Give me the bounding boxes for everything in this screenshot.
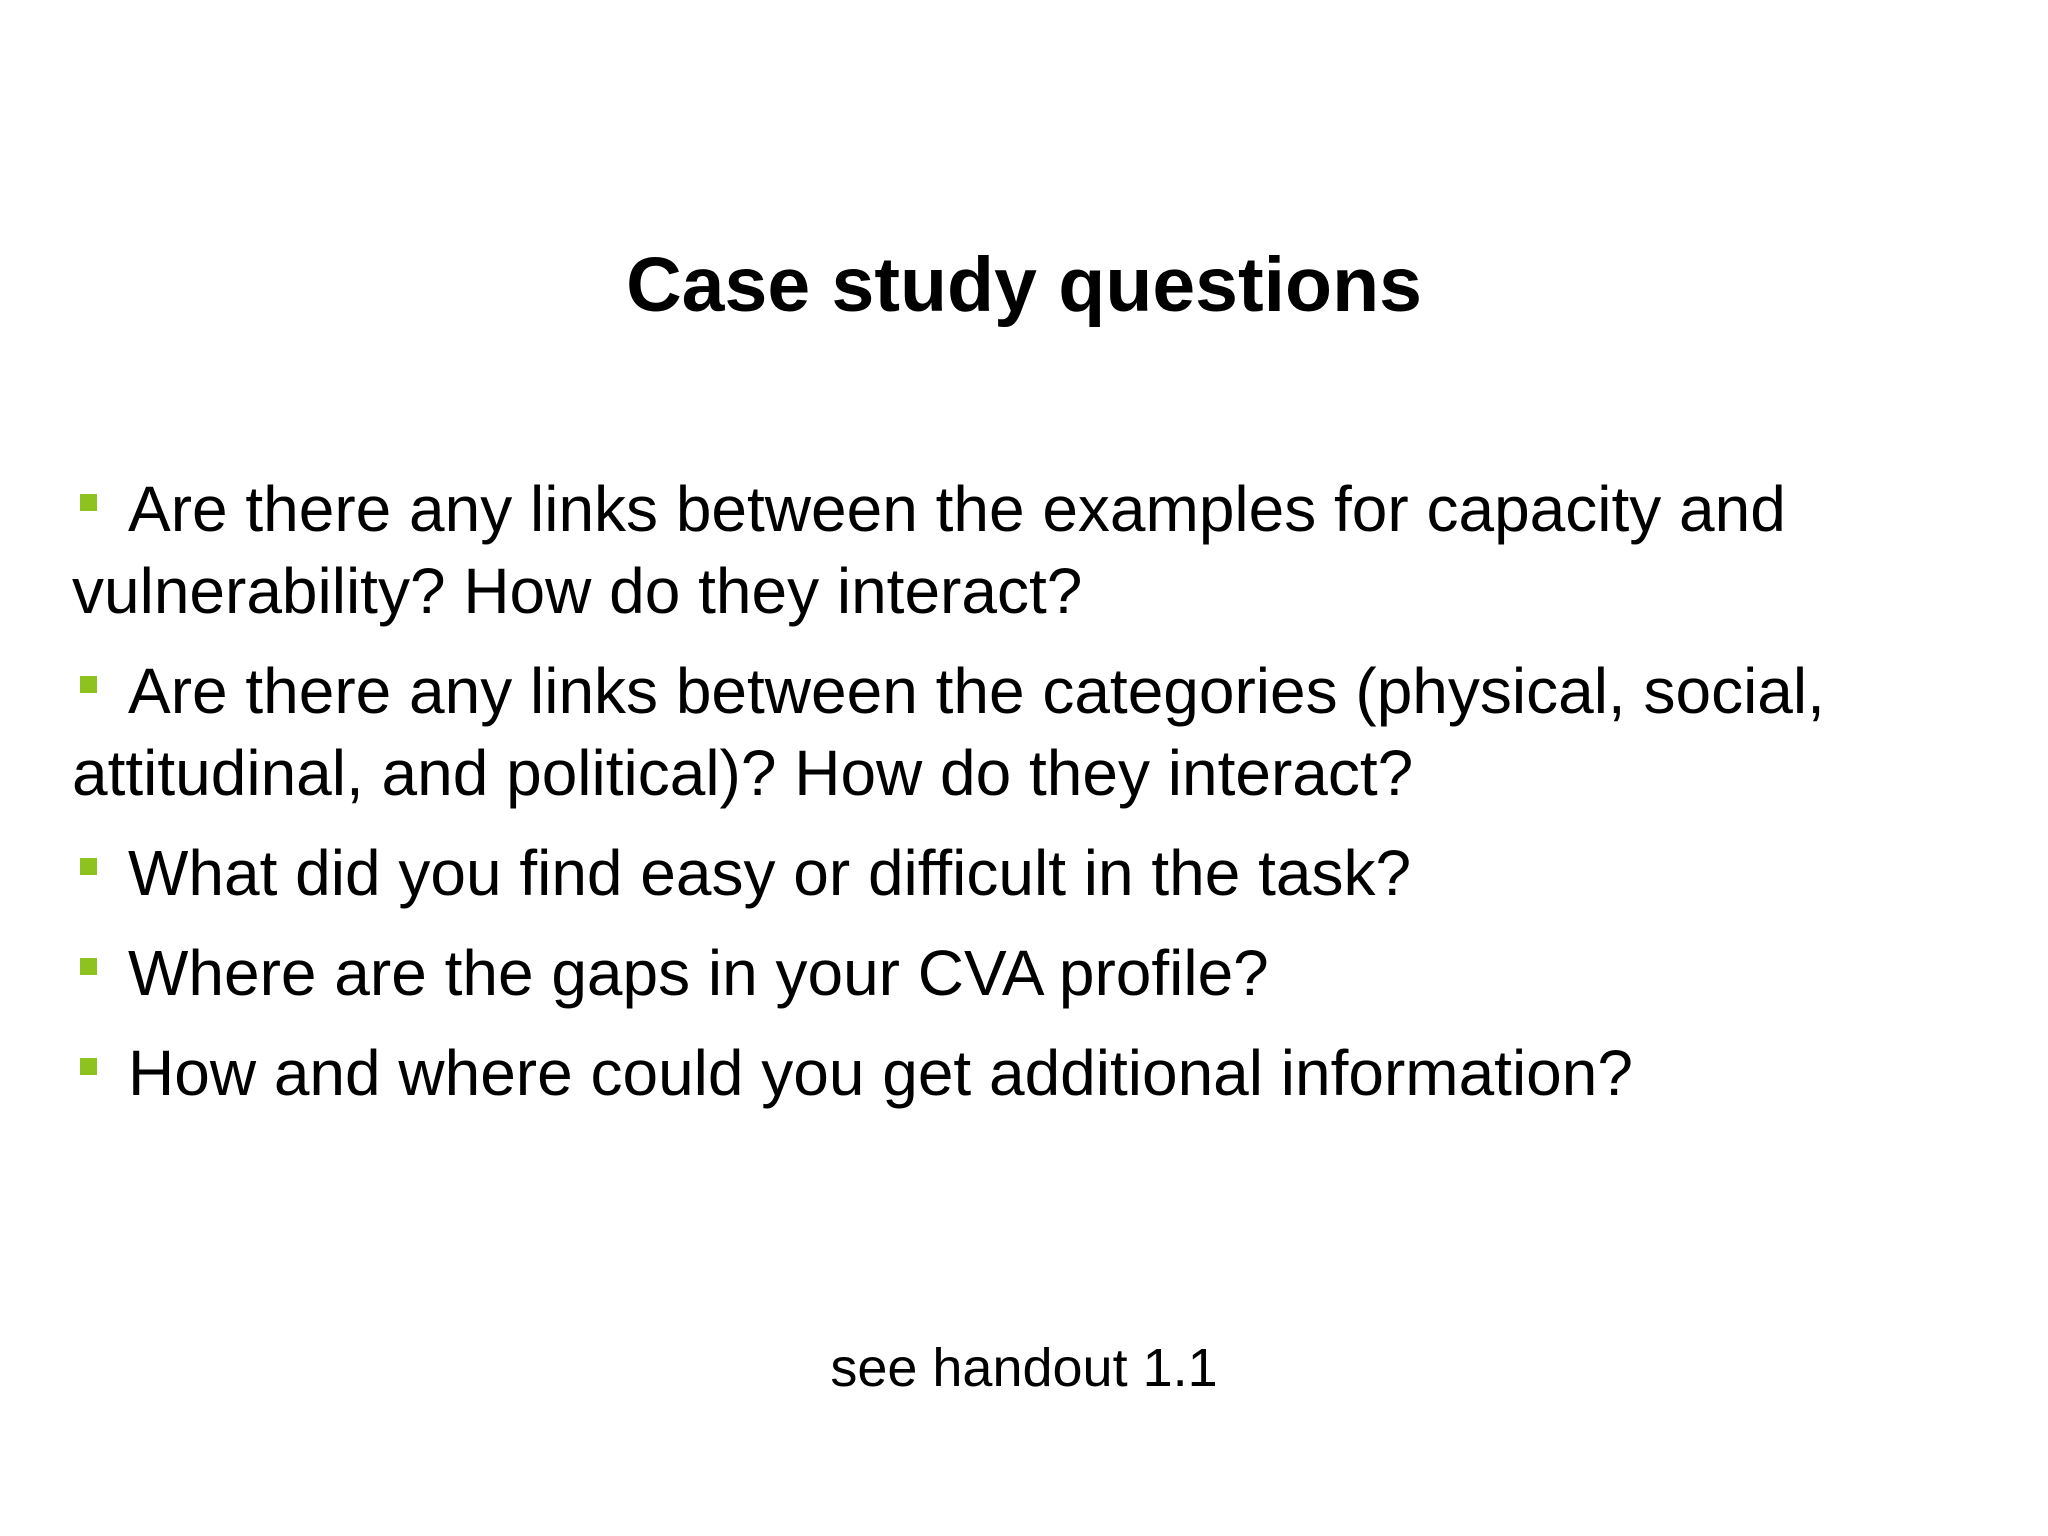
bullet-list	[72, 468, 1992, 1132]
bullet-text: Where are the gaps in your CVA profile?	[128, 937, 1269, 1009]
square-bullet-icon	[80, 858, 97, 875]
bullet-item	[72, 468, 1992, 632]
square-bullet-icon	[80, 958, 97, 975]
slide-title: Case study questions	[626, 242, 1422, 328]
bullet-text: Are there any links between the examples for capacity and vulnerability? How do they interact?	[72, 473, 1786, 627]
square-bullet-icon	[80, 494, 97, 511]
handout-reference: see handout 1.1	[830, 1338, 1218, 1398]
square-bullet-icon	[80, 1058, 97, 1075]
bullet-item	[72, 1032, 1992, 1114]
bullet-item	[72, 832, 1992, 914]
square-bullet-icon	[80, 676, 97, 693]
bullet-item	[72, 932, 1992, 1014]
bullet-text: Are there any links between the categories (physical, social, attitudinal, and political)? How do they interact?	[72, 655, 1825, 809]
bullet-item	[72, 650, 1992, 814]
bullet-text: How and where could you get additional information?	[128, 1037, 1633, 1109]
bullet-text: What did you find easy or difficult in the task?	[128, 837, 1412, 909]
